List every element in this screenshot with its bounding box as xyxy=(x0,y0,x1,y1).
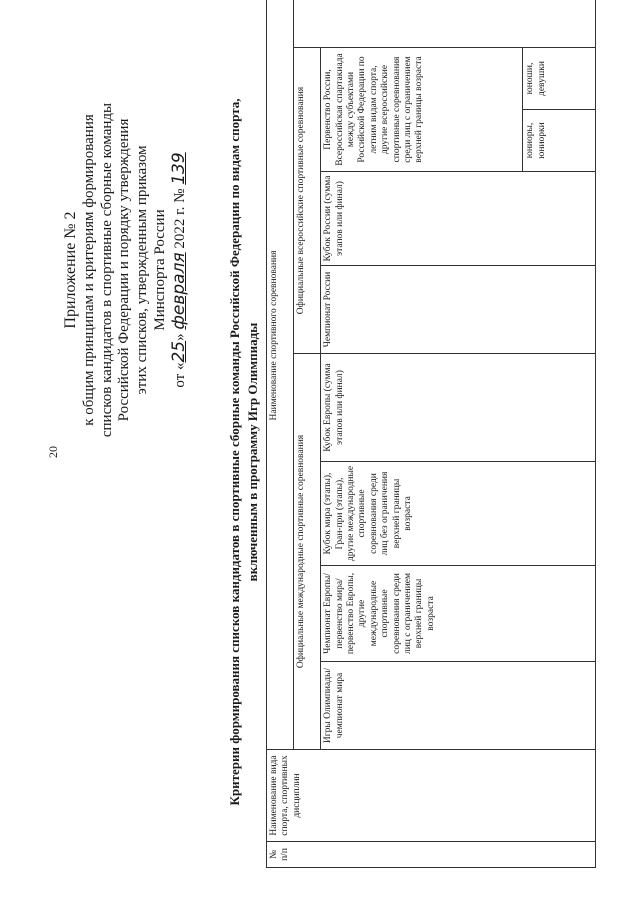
date-day: 25 xyxy=(169,340,190,363)
date-prefix: от « xyxy=(172,362,189,388)
heading-line: включенным в программу Игр Олимпиады xyxy=(244,322,260,582)
heading-line: Критерии формирования списков кандидатов в спортивные сборные команды Российской Федерации по видам спорта, xyxy=(227,98,242,806)
appendix-line: Минспорта России xyxy=(151,209,168,331)
appendix-line: Российской Федерации и порядку утверждения xyxy=(116,118,133,422)
date-month: февраля xyxy=(169,252,190,330)
date-mid: » xyxy=(172,329,189,341)
document-heading xyxy=(226,22,261,882)
appendix-line: к общим принципам и критериям формирования xyxy=(80,114,97,426)
group-russian-header: Официальные всероссийские спортивные соревнования xyxy=(294,48,321,354)
age-juniors-header: юниоры, юниорки xyxy=(523,110,596,172)
col-sport-header: Наименование вида спорта, спортивных дисциплин xyxy=(267,750,596,842)
appendix-header xyxy=(62,30,190,510)
intl-col-header: Кубок мира (этапы), Гран-при (этапы), другие международные спортивные соревнования среди лиц без ограничения верхней границы возраста xyxy=(321,462,596,566)
blank-column-cell xyxy=(294,0,596,48)
order-date-line xyxy=(169,30,190,510)
group-international-header: Официальные международные спортивные соревнования xyxy=(294,354,321,750)
criteria-table xyxy=(266,0,596,868)
rus-col-header: Чемпионат России xyxy=(321,266,596,354)
intl-col-header: Кубок Европы (сумма этапов или финал) xyxy=(321,354,596,462)
order-number: 139 xyxy=(169,152,190,185)
appendix-line: этих списков, утвержденным приказом xyxy=(133,145,150,395)
rotated-document-page xyxy=(40,22,600,882)
intl-col-header: Игры Олимпиады/ чемпионат мира xyxy=(321,662,596,750)
col-competition-header: Наименование спортивного соревнования xyxy=(267,0,294,750)
rus-col-header: Первенство России, Всероссийская спартакиада между субъектами Российской Федерации по летним видам спорта, другие всероссийские спортивные соревнования среди лиц с ограничением верхней границы возраста xyxy=(321,48,523,172)
col-number-header: № п/п xyxy=(267,842,596,868)
date-year: 2022 г. № xyxy=(172,184,189,253)
rus-col-header: Кубок России (сумма этапов или финал) xyxy=(321,172,596,266)
age-youth-header: юноши, девушки xyxy=(523,48,596,110)
appendix-line: списков кандидатов в спортивные сборные команды xyxy=(98,102,115,438)
intl-col-header: Чемпионат Европы/ первенство мира/ первенство Европы, другие международные спортивные соревнования среди лиц с ограничением верхней границы возраста xyxy=(321,566,596,662)
appendix-title: Приложение № 2 xyxy=(62,211,79,329)
page-number: 20 xyxy=(46,446,60,458)
